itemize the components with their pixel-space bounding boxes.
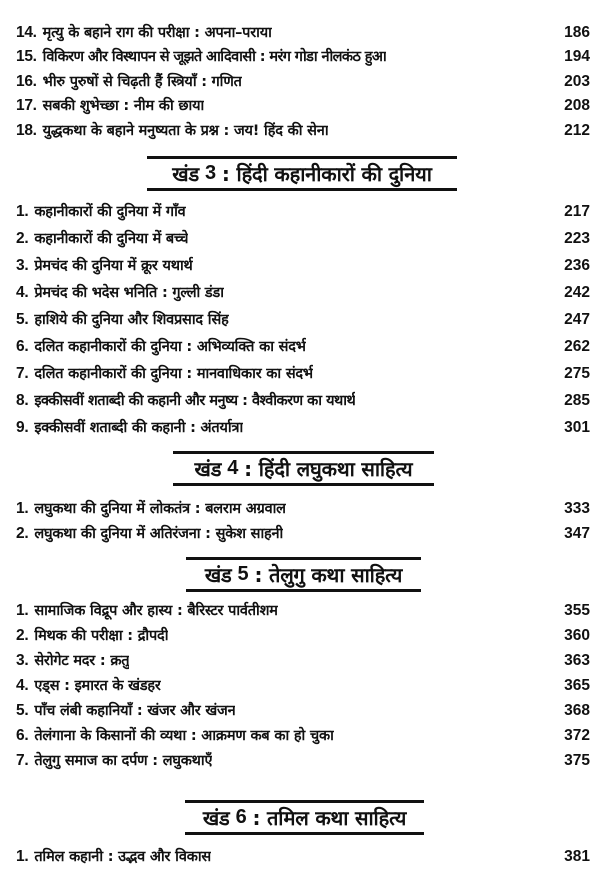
entry-page-number: 212 (564, 122, 590, 139)
entry-number: 4. (16, 677, 29, 694)
entry-title: तमिल कहानी : उद्भव और विकास (34, 849, 212, 865)
section-prefix: खंड (172, 162, 199, 186)
entry-number: 17. (16, 97, 37, 114)
toc-entry (16, 699, 590, 723)
entry-page-number: 372 (564, 727, 590, 744)
entry-page-number: 347 (564, 525, 590, 542)
entry-title: इक्कीसवीं शताब्दी की कहानी : अंतर्यात्रा (34, 420, 244, 436)
entry-title: सामाजिक विद्रूप और हास्य : बैरिस्टर पार्वतीशम (34, 603, 278, 619)
section-heading-6 (185, 800, 424, 835)
entry-number: 8. (16, 392, 29, 409)
entry-page-number: 381 (564, 848, 590, 865)
entry-page-number: 275 (564, 365, 590, 382)
section-name: : हिंदी लघुकथा साहित्य (244, 457, 413, 481)
entry-title: इक्कीसवीं शताब्दी की कहानी और मनुष्य : वैश्वीकरण का यथार्थ (34, 393, 356, 409)
entry-page-number: 368 (564, 702, 590, 719)
section-prefix: खंड (202, 806, 230, 830)
section-heading-4 (173, 451, 434, 486)
toc-entry (16, 70, 590, 94)
section-prefix: खंड (194, 457, 222, 481)
section-number: 4 (227, 457, 239, 479)
entry-page-number: 262 (564, 338, 590, 355)
entry-page-number: 363 (564, 652, 590, 669)
section-heading-5 (186, 557, 421, 592)
entry-number: 6. (16, 338, 29, 355)
toc-entry (16, 362, 590, 386)
entry-title: हाशिये की दुनिया और शिवप्रसाद सिंह (34, 312, 229, 328)
entry-number: 3. (16, 652, 29, 669)
entry-title: प्रेमचंद की भदेस भनिति : गुल्ली डंडा (34, 285, 224, 301)
entry-number: 4. (16, 284, 29, 301)
entry-number: 5. (16, 702, 29, 719)
section-number: 3 (204, 162, 216, 184)
entry-number: 1. (16, 848, 29, 865)
entry-page-number: 360 (564, 627, 590, 644)
entry-title: तेलुगु समाज का दर्पण : लघुकथाएँ (34, 753, 213, 769)
entry-title: कहानीकारों की दुनिया में गाँव (34, 204, 186, 220)
toc-entry (16, 649, 590, 673)
section-name: : तेलुगु कथा साहित्य (254, 563, 403, 587)
entry-title: दलित कहानीकारों की दुनिया : अभिव्यक्ति का संदर्भ (34, 339, 306, 355)
entry-page-number: 301 (564, 419, 590, 436)
entry-title: तेलंगाना के किसानों की व्यथा : आक्रमण कब का हो चुका (34, 728, 334, 744)
entry-number: 6. (16, 727, 29, 744)
entry-title: भीरु पुरुषों से चिढ़ती हैं स्त्रियाँ : गणित (42, 74, 242, 90)
toc-entry (16, 389, 590, 413)
entry-title: विकिरण और विस्थापन से जूझते आदिवासी : मरंग गोडा नीलकंठ हुआ (42, 49, 387, 65)
entry-page-number: 242 (564, 284, 590, 301)
entry-page-number: 186 (564, 24, 590, 41)
toc-entry (16, 749, 590, 773)
toc-entry (16, 281, 590, 305)
toc-entry (16, 21, 590, 45)
toc-entry (16, 254, 590, 278)
entry-number: 15. (16, 48, 37, 65)
entry-page-number: 355 (564, 602, 590, 619)
toc-entry (16, 724, 590, 748)
entry-page-number: 208 (564, 97, 590, 114)
entry-title: पाँच लंबी कहानियाँ : खंजर और खंजन (34, 703, 236, 719)
section-name: : तमिल कथा साहित्य (252, 806, 407, 830)
entry-title: लघुकथा की दुनिया में लोकतंत्र : बलराम अग्रवाल (34, 501, 286, 517)
entry-page-number: 285 (564, 392, 590, 409)
entry-number: 2. (16, 525, 29, 542)
toc-entry (16, 200, 590, 224)
entry-number: 14. (16, 24, 37, 41)
toc-entry (16, 119, 590, 143)
toc-entry (16, 624, 590, 648)
entry-title: लघुकथा की दुनिया में अतिरंजना : सुकेश साहनी (34, 526, 284, 542)
entry-page-number: 223 (564, 230, 590, 247)
toc-entry (16, 599, 590, 623)
entry-title: युद्धकथा के बहाने मनुष्यता के प्रश्न : जय! हिंद की सेना (42, 123, 329, 139)
toc-entry (16, 45, 590, 69)
entry-page-number: 194 (564, 48, 590, 65)
toc-entry (16, 416, 590, 440)
entry-page-number: 375 (564, 752, 590, 769)
entry-number: 16. (16, 73, 37, 90)
section-number: 6 (235, 806, 247, 828)
entry-page-number: 203 (564, 73, 590, 90)
section-heading-3 (147, 156, 457, 191)
entry-title: सबकी शुभेच्छा : नीम की छाया (42, 98, 205, 114)
section-number: 5 (237, 563, 249, 585)
entry-title: प्रेमचंद की दुनिया में क्रूर यथार्थ (34, 258, 193, 274)
toc-entry (16, 94, 590, 118)
entry-number: 9. (16, 419, 29, 436)
entry-number: 2. (16, 627, 29, 644)
toc-entry (16, 308, 590, 332)
entry-number: 1. (16, 602, 29, 619)
section-name: : हिंदी कहानीकारों की दुनिया (221, 162, 432, 186)
entry-title: एड्स : इमारत के खंडहर (34, 678, 161, 694)
entry-number: 18. (16, 122, 37, 139)
entry-title: कहानीकारों की दुनिया में बच्चे (34, 231, 189, 247)
toc-entry (16, 227, 590, 251)
toc-entry (16, 335, 590, 359)
entry-page-number: 217 (564, 203, 590, 220)
entry-page-number: 247 (564, 311, 590, 328)
entry-title: सेरोगेट मदर : क्रतु (34, 653, 130, 669)
section-prefix: खंड (204, 563, 232, 587)
entry-number: 2. (16, 230, 29, 247)
entry-title: मृत्यु के बहाने राग की परीक्षा : अपना–पराया (42, 25, 272, 41)
entry-number: 3. (16, 257, 29, 274)
entry-page-number: 333 (564, 500, 590, 517)
entry-number: 1. (16, 500, 29, 517)
entry-page-number: 236 (564, 257, 590, 274)
toc-entry (16, 845, 590, 869)
entry-number: 1. (16, 203, 29, 220)
entry-number: 7. (16, 752, 29, 769)
toc-entry (16, 522, 590, 546)
entry-title: दलित कहानीकारों की दुनिया : मानवाधिकार का संदर्भ (34, 366, 313, 382)
entry-title: मिथक की परीक्षा : द्रौपदी (34, 628, 169, 644)
toc-entry (16, 674, 590, 698)
entry-page-number: 365 (564, 677, 590, 694)
toc-entry (16, 497, 590, 521)
entry-number: 5. (16, 311, 29, 328)
entry-number: 7. (16, 365, 29, 382)
